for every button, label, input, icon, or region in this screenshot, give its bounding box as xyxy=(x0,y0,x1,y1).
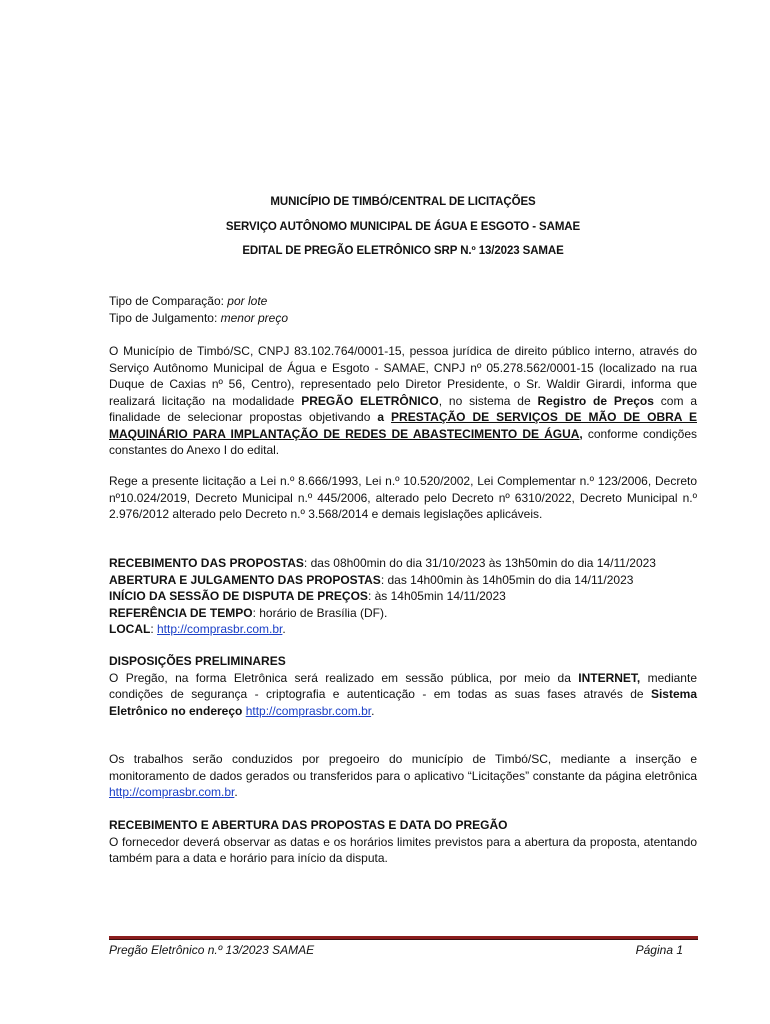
trabalhos-paragraph xyxy=(109,751,697,801)
disposicoes-section xyxy=(109,653,697,719)
footer-rule xyxy=(109,936,698,940)
disposicoes-title: DISPOSIÇÕES PRELIMINARES xyxy=(109,654,286,668)
recebimento-section xyxy=(109,817,697,867)
local-label: LOCAL xyxy=(109,622,151,636)
page-footer xyxy=(109,943,683,957)
recebimento-paragraph: O fornecedor deverá observar as datas e os horários limites previstos para a abertura da proposta, atentando também para a data e horário para início da disputa. xyxy=(109,834,697,865)
data-value: : das 14h00min às 14h05min do dia 14/11/2023 xyxy=(380,572,634,587)
data-value: : das 08h00min do dia 31/10/2023 às 13h50min do dia 14/11/2023 xyxy=(303,556,656,570)
intro-bold-pregao: PREGÃO ELETRÔNICO xyxy=(301,393,439,408)
data-value: : às 14h05min 14/11/2023 xyxy=(367,589,506,603)
local-line xyxy=(109,621,697,638)
local-link[interactable]: http://comprasbr.com.br xyxy=(157,622,283,636)
intro-text-3: com a finalidade de selecionar propostas objetivando xyxy=(109,393,697,424)
tipo-comparacao xyxy=(109,293,697,310)
disposicoes-link[interactable]: http://comprasbr.com.br xyxy=(245,703,372,718)
data-label: INÍCIO DA SESSÃO DE DISPUTA DE PREÇOS xyxy=(109,589,368,603)
footer-left: Pregão Eletrônico n.º 13/2023 SAMAE xyxy=(109,943,315,957)
trabalhos-text: Os trabalhos serão conduzidos por pregoeiro do município de Timbó/SC, mediante a inserção e monitoramento de dados gerados ou transferidos para o aplicativo “Licitações” constante da página eletrônica xyxy=(109,752,697,783)
intro-text-2: , no sistema de xyxy=(438,393,538,408)
disposicoes-bold-internet: INTERNET, xyxy=(578,670,641,685)
tipo-comparacao-value: por lote xyxy=(227,294,268,308)
data-label: ABERTURA E JULGAMENTO DAS PROPOSTAS xyxy=(109,572,381,587)
intro-bold-registro: Registro de Preços xyxy=(537,393,654,408)
intro-text-4: conforme condições constantes do Anexo I do edital. xyxy=(109,426,697,457)
tipo-julgamento-value: menor preço xyxy=(220,311,288,325)
disposicoes-text-1: O Pregão, na forma Eletrônica será realizado em sessão pública, por meio da xyxy=(109,670,579,685)
intro-bold-a: a xyxy=(377,410,392,424)
datas-block xyxy=(109,555,697,638)
tipo-comparacao-label: Tipo de Comparação: xyxy=(109,294,228,308)
intro-objeto: PRESTAÇÃO DE SERVIÇOS DE MÃO DE OBRA E MAQUINÁRIO PARA IMPLANTAÇÃO DE REDES DE ABASTECIMENTO DE ÁGUA, xyxy=(109,410,697,441)
disposicoes-end: . xyxy=(371,703,375,718)
tipo-julgamento xyxy=(109,310,697,327)
recebimento-title: RECEBIMENTO E ABERTURA DAS PROPOSTAS E DATA DO PREGÃO xyxy=(109,818,508,832)
intro-text-1: O Município de Timbó/SC, CNPJ 83.102.764/0001-15, pessoa jurídica de direito público interno, através do Serviço Autônomo Municipal de Água e Esgoto - SAMAE, CNPJ nº 05.278.562/0001-15 (localizado na rua Duque de Caxias nº 56, Centro), representado pelo Diretor Presidente, o Sr. Waldir Girardi, informa que realizará licitação na modalidade xyxy=(109,344,697,408)
local-end: . xyxy=(282,622,286,636)
local-sep: : xyxy=(150,622,157,636)
footer-page-number: Página 1 xyxy=(635,943,683,957)
rege-paragraph: Rege a presente licitação a Lei n.º 8.666/1993, Lei n.º 10.520/2002, Lei Complementar n.º 123/2006, Decreto nº10.024/2019, Decreto Municipal n.º 445/2006, alterado pelo Decreto nº 6310/2022, Decreto Municipal n.º 2.976/2012 alterado pelo Decreto n.º 3.568/2014 e demais legislações aplicáveis. xyxy=(109,474,697,521)
data-inicio-disputa xyxy=(109,588,697,605)
disposicoes-paragraph xyxy=(109,670,697,720)
intro-paragraph xyxy=(109,343,697,459)
data-abertura xyxy=(109,572,697,589)
data-label: RECEBIMENTO DAS PROPOSTAS xyxy=(109,556,304,570)
tipo-julgamento-label: Tipo de Julgamento: xyxy=(109,311,221,325)
disposicoes-text-2: mediante condições de segurança - criptografia e autenticação - em todas as suas fases através de xyxy=(109,670,697,701)
data-value: : horário de Brasília (DF). xyxy=(252,605,388,620)
header-line-3: EDITAL DE PREGÃO ELETRÔNICO SRP N.º 13/2023 SAMAE xyxy=(242,245,564,257)
trabalhos-end: . xyxy=(234,785,238,799)
data-recebimento xyxy=(109,555,697,572)
disposicoes-bold-sistema: Sistema Eletrônico no endereço xyxy=(109,687,697,718)
header-line-1: MUNICÍPIO DE TIMBÓ/CENTRAL DE LICITAÇÕES xyxy=(270,196,536,208)
trabalhos-link[interactable]: http://comprasbr.com.br xyxy=(109,785,235,799)
header-line-2: SERVIÇO AUTÔNOMO MUNICIPAL DE ÁGUA E ESGOTO - SAMAE xyxy=(225,221,581,233)
data-referencia xyxy=(109,605,697,622)
data-label: REFERÊNCIA DE TEMPO xyxy=(109,605,253,620)
